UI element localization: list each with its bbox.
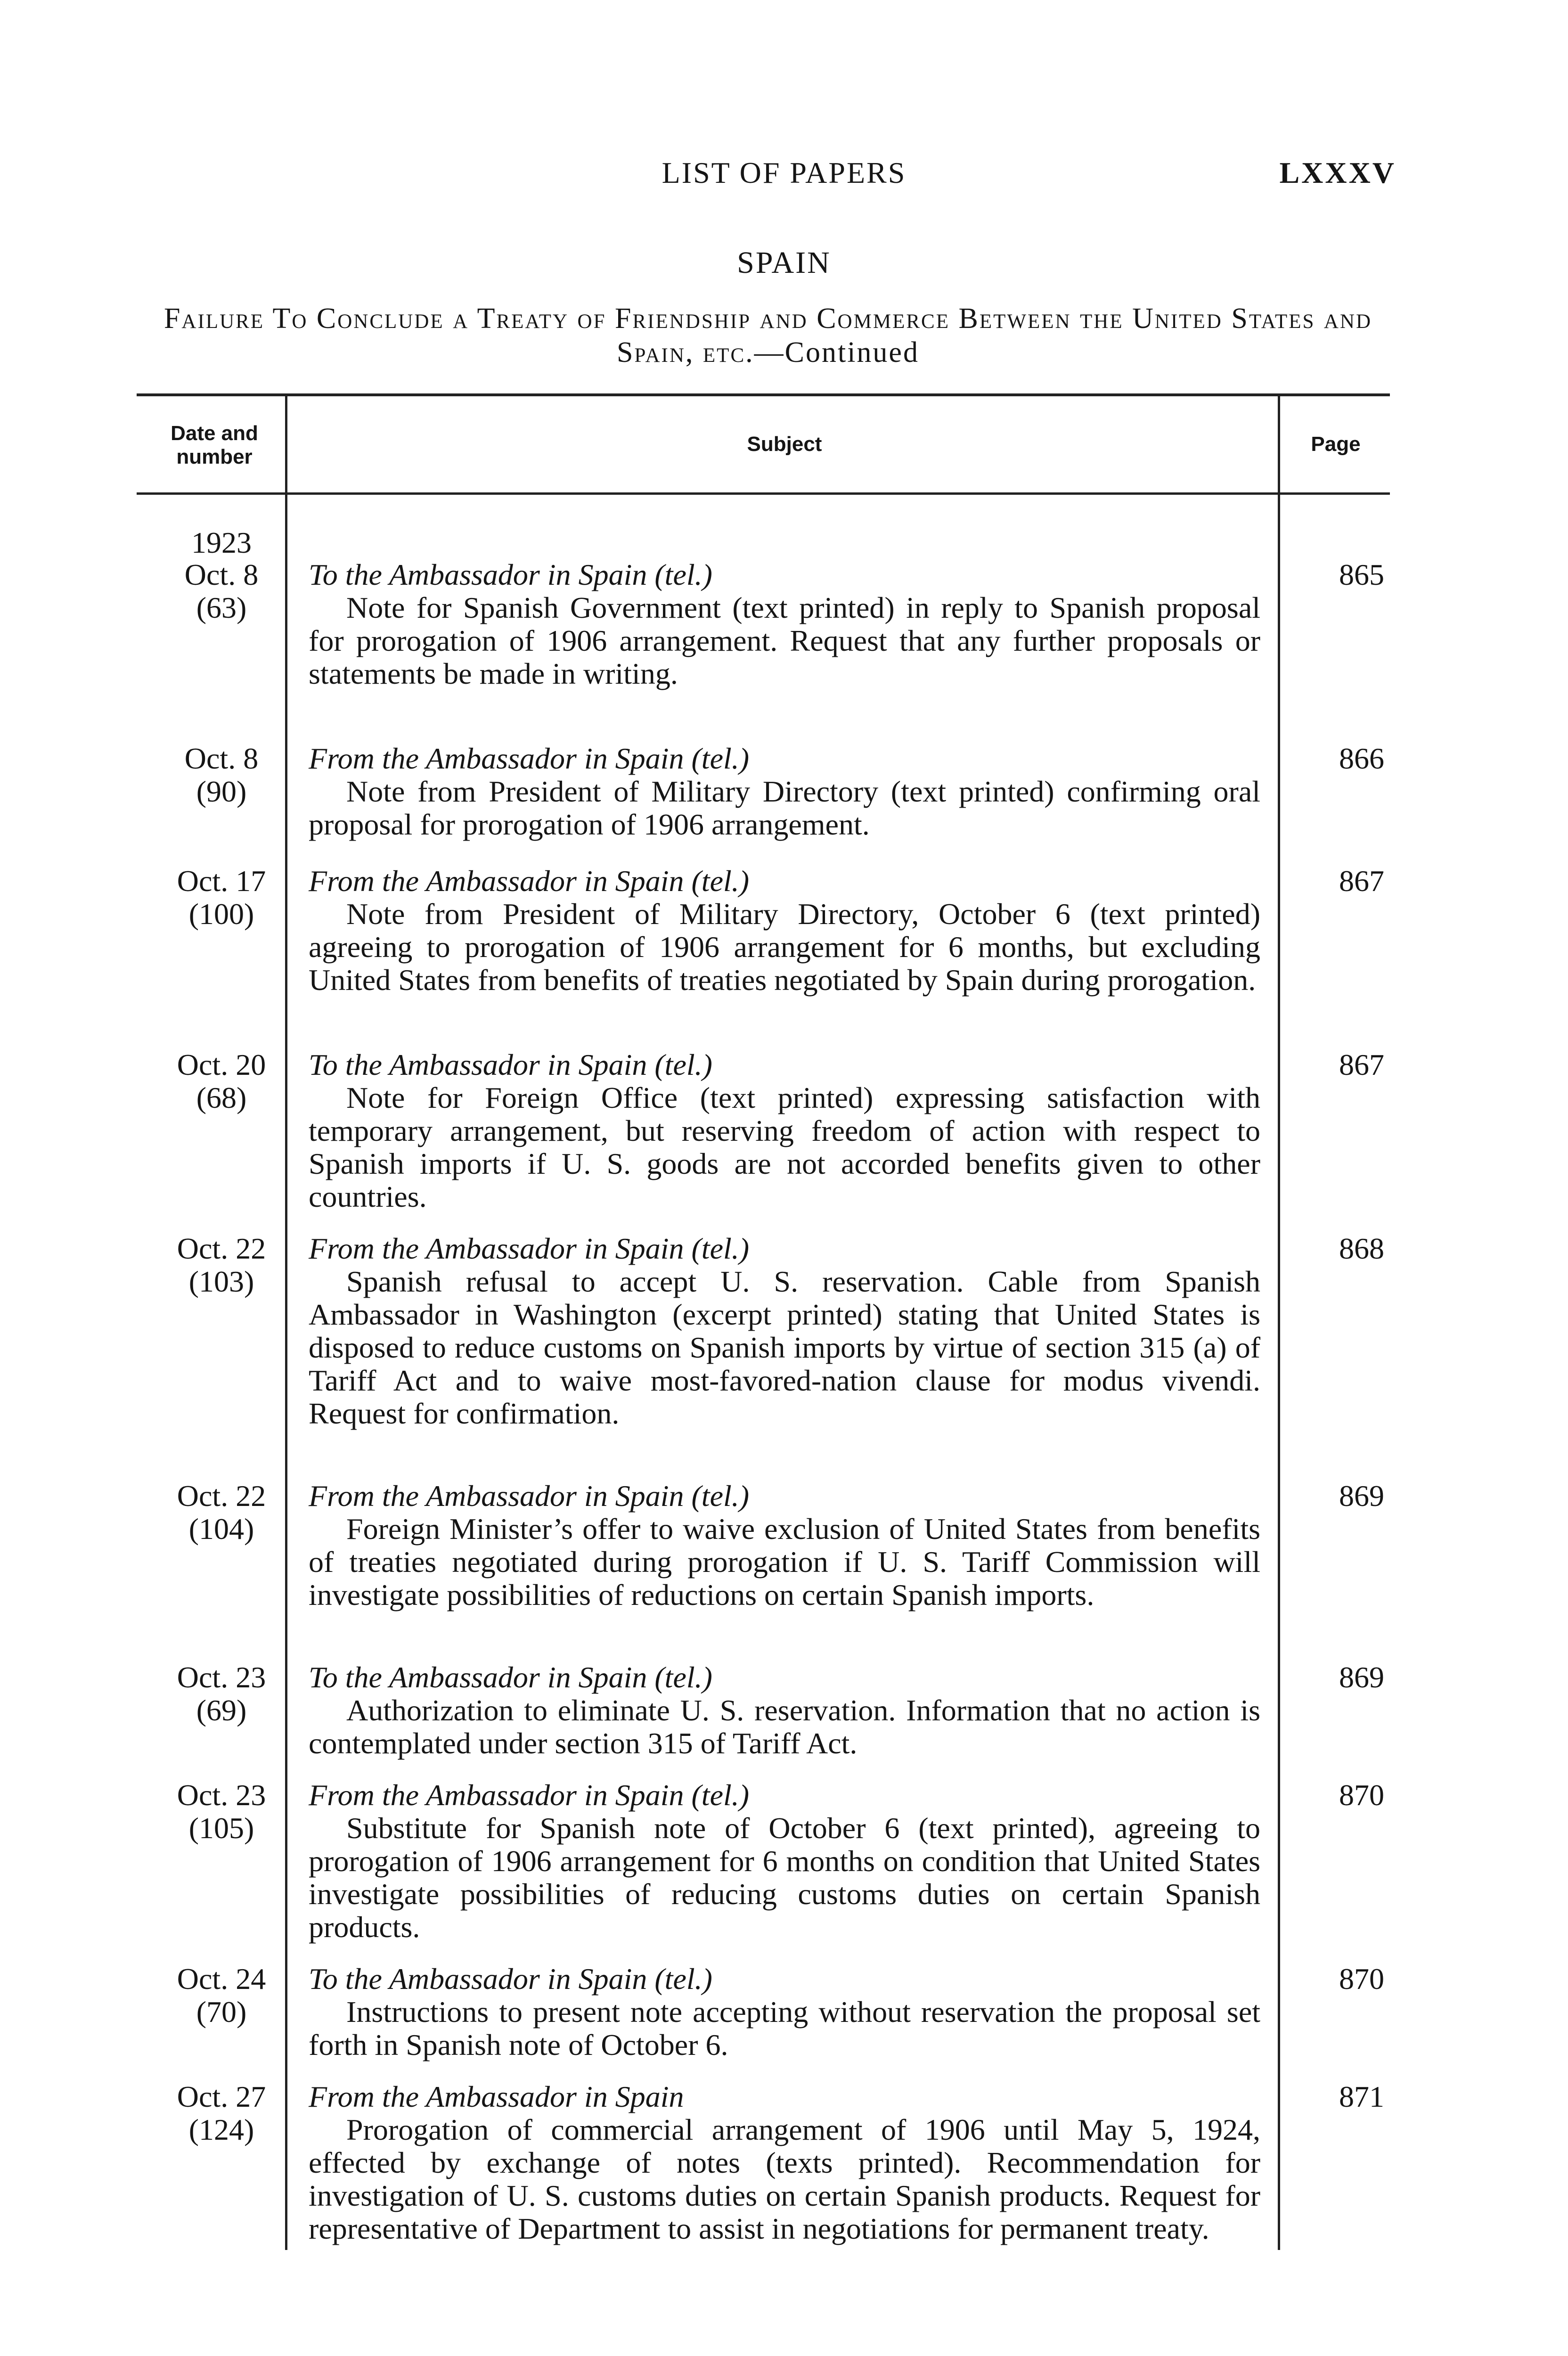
entry-number: (68): [196, 1081, 247, 1114]
entry-heading: From the Ambassador in Spain: [309, 2080, 684, 2113]
entry-date-text: Oct. 24: [177, 1962, 266, 1996]
section-subtitle: [141, 302, 1395, 369]
entry-date-text: Oct. 20: [177, 1048, 266, 1081]
entry-body: Spanish refusal to accept U. S. reservation. Cable from Spanish Ambassador in Washington (excerpt printed) stating that United States is disposed to reduce customs on Spanish imports by virtue of section 315 (a) of Tariff Act and to waive most-favored-nation clause for modus vivendi. Request for confirmation.: [309, 1265, 1260, 1430]
subtitle-continued: —Continued: [754, 336, 919, 368]
entry-heading: From the Ambassador in Spain (tel.): [309, 864, 750, 898]
entry-date: [167, 1661, 276, 1727]
entry-page: 866: [1339, 742, 1384, 775]
entry-body: Note from President of Military Directory (text printed) confirming oral proposal for prorogation of 1906 arrangement.: [309, 775, 1260, 841]
section-title: SPAIN: [737, 245, 831, 280]
entry-page: 870: [1339, 1778, 1384, 1812]
entry-number: (63): [196, 591, 247, 624]
entry-number: (124): [188, 2113, 254, 2146]
entry-subject: [309, 1661, 1260, 1760]
entry-page: 868: [1339, 1232, 1384, 1265]
running-head: [0, 155, 1568, 198]
entry-date-text: Oct. 17: [177, 864, 266, 898]
entry-heading: From the Ambassador in Spain (tel.): [309, 1232, 750, 1265]
year-label: 1923: [191, 526, 252, 559]
entry-date-text: Oct. 8: [184, 742, 259, 775]
column-divider-left: [285, 395, 287, 2250]
subtitle-text: Failure To Conclude a Treaty of Friendship and Commerce Between the United States and Spain, etc.: [163, 303, 1372, 368]
entry-subject: [309, 2080, 1260, 2245]
entry-number: (104): [188, 1512, 254, 1546]
entry-heading: From the Ambassador in Spain (tel.): [309, 1479, 750, 1513]
entry-date-text: Oct. 23: [177, 1778, 266, 1812]
entry-body: Substitute for Spanish note of October 6 (text printed), agreeing to prorogation of 1906 arrangement for 6 months on condition that United States investigate possibilities of reducing customs duties on certain Spanish products.: [309, 1811, 1260, 1944]
entry-date: [167, 558, 276, 624]
column-header-subject: Subject: [747, 433, 822, 456]
entry-number: (105): [188, 1811, 254, 1845]
entry-date: [167, 865, 276, 931]
entry-body: Instructions to present note accepting without reservation the proposal set forth in Spanish note of October 6.: [309, 1995, 1260, 2062]
entry-page: 869: [1339, 1479, 1384, 1513]
entry-number: (100): [188, 897, 254, 931]
column-header-date: Date and number: [171, 422, 258, 468]
entry-date: [167, 1963, 276, 2029]
entry-body: Prorogation of commercial arrangement of 1906 until May 5, 1924, effected by exchange of notes (texts printed). Recommendation for investigation of U. S. customs duties on certain Spanish products. Request for representative of Department to assist in negotiations for permanent treaty.: [309, 2113, 1260, 2245]
entry-date-text: Oct. 22: [177, 1232, 266, 1265]
entry-page: 869: [1339, 1661, 1384, 1694]
entry-body: Note for Spanish Government (text printed) in reply to Spanish proposal for prorogation of 1906 arrangement. Request that any further proposals or statements be made in writing.: [309, 591, 1260, 690]
entry-date: [167, 1048, 276, 1114]
entry-number: (103): [188, 1265, 254, 1298]
entry-number: (70): [196, 1995, 247, 2029]
running-head-title: LIST OF PAPERS: [662, 156, 906, 189]
entry-subject: [309, 1232, 1260, 1430]
entry-subject: [309, 865, 1260, 997]
entry-date: [167, 1779, 276, 1845]
entry-number: (90): [196, 775, 247, 808]
entry-page: 865: [1339, 558, 1384, 591]
entry-heading: To the Ambassador in Spain (tel.): [309, 1661, 712, 1694]
entry-subject: [309, 742, 1260, 841]
table-top-rule: [137, 393, 1390, 396]
entry-subject: [309, 1048, 1260, 1213]
entry-date-text: Oct. 23: [177, 1661, 266, 1694]
entry-subject: [309, 1779, 1260, 1944]
entry-heading: From the Ambassador in Spain (tel.): [309, 742, 750, 775]
entry-date: [167, 742, 276, 808]
entry-date-text: Oct. 8: [184, 558, 259, 591]
entry-date: [167, 1232, 276, 1298]
column-header-page: Page: [1311, 433, 1361, 456]
entry-body: Foreign Minister’s offer to waive exclusion of United States from benefits of treaties negotiated during prorogation if U. S. Tariff Commission will investigate possibilities of reductions on certain Spanish imports.: [309, 1512, 1260, 1612]
entry-page: 867: [1339, 864, 1384, 898]
entry-date-text: Oct. 22: [177, 1479, 266, 1513]
entry-body: Authorization to eliminate U. S. reservation. Information that no action is contemplated under section 315 of Tariff Act.: [309, 1693, 1260, 1760]
entry-date: [167, 1480, 276, 1546]
entry-subject: [309, 1480, 1260, 1612]
entry-body: Note for Foreign Office (text printed) expressing satisfaction with temporary arrangement, but reserving freedom of action with respect to Spanish imports if U. S. goods are not accorded benefits given to other countries.: [309, 1081, 1260, 1213]
entry-page: 870: [1339, 1962, 1384, 1996]
entry-date-text: Oct. 27: [177, 2080, 266, 2113]
table-header-bottom-rule: [137, 492, 1390, 495]
entry-page: 867: [1339, 1048, 1384, 1081]
page-folio: LXXXV: [1279, 156, 1396, 189]
entry-number: (69): [196, 1693, 247, 1727]
entry-heading: To the Ambassador in Spain (tel.): [309, 1962, 712, 1996]
entry-subject: [309, 558, 1260, 690]
entry-heading: To the Ambassador in Spain (tel.): [309, 1048, 712, 1081]
entry-subject: [309, 1963, 1260, 2062]
entry-heading: To the Ambassador in Spain (tel.): [309, 558, 712, 591]
column-divider-right: [1278, 395, 1280, 2250]
entry-body: Note from President of Military Directory, October 6 (text printed) agreeing to prorogation of 1906 arrangement for 6 months, but excluding United States from benefits of treaties negotiated by Spain during prorogation.: [309, 897, 1260, 997]
entry-page: 871: [1339, 2080, 1384, 2113]
entry-date: [167, 2080, 276, 2146]
entry-heading: From the Ambassador in Spain (tel.): [309, 1778, 750, 1812]
